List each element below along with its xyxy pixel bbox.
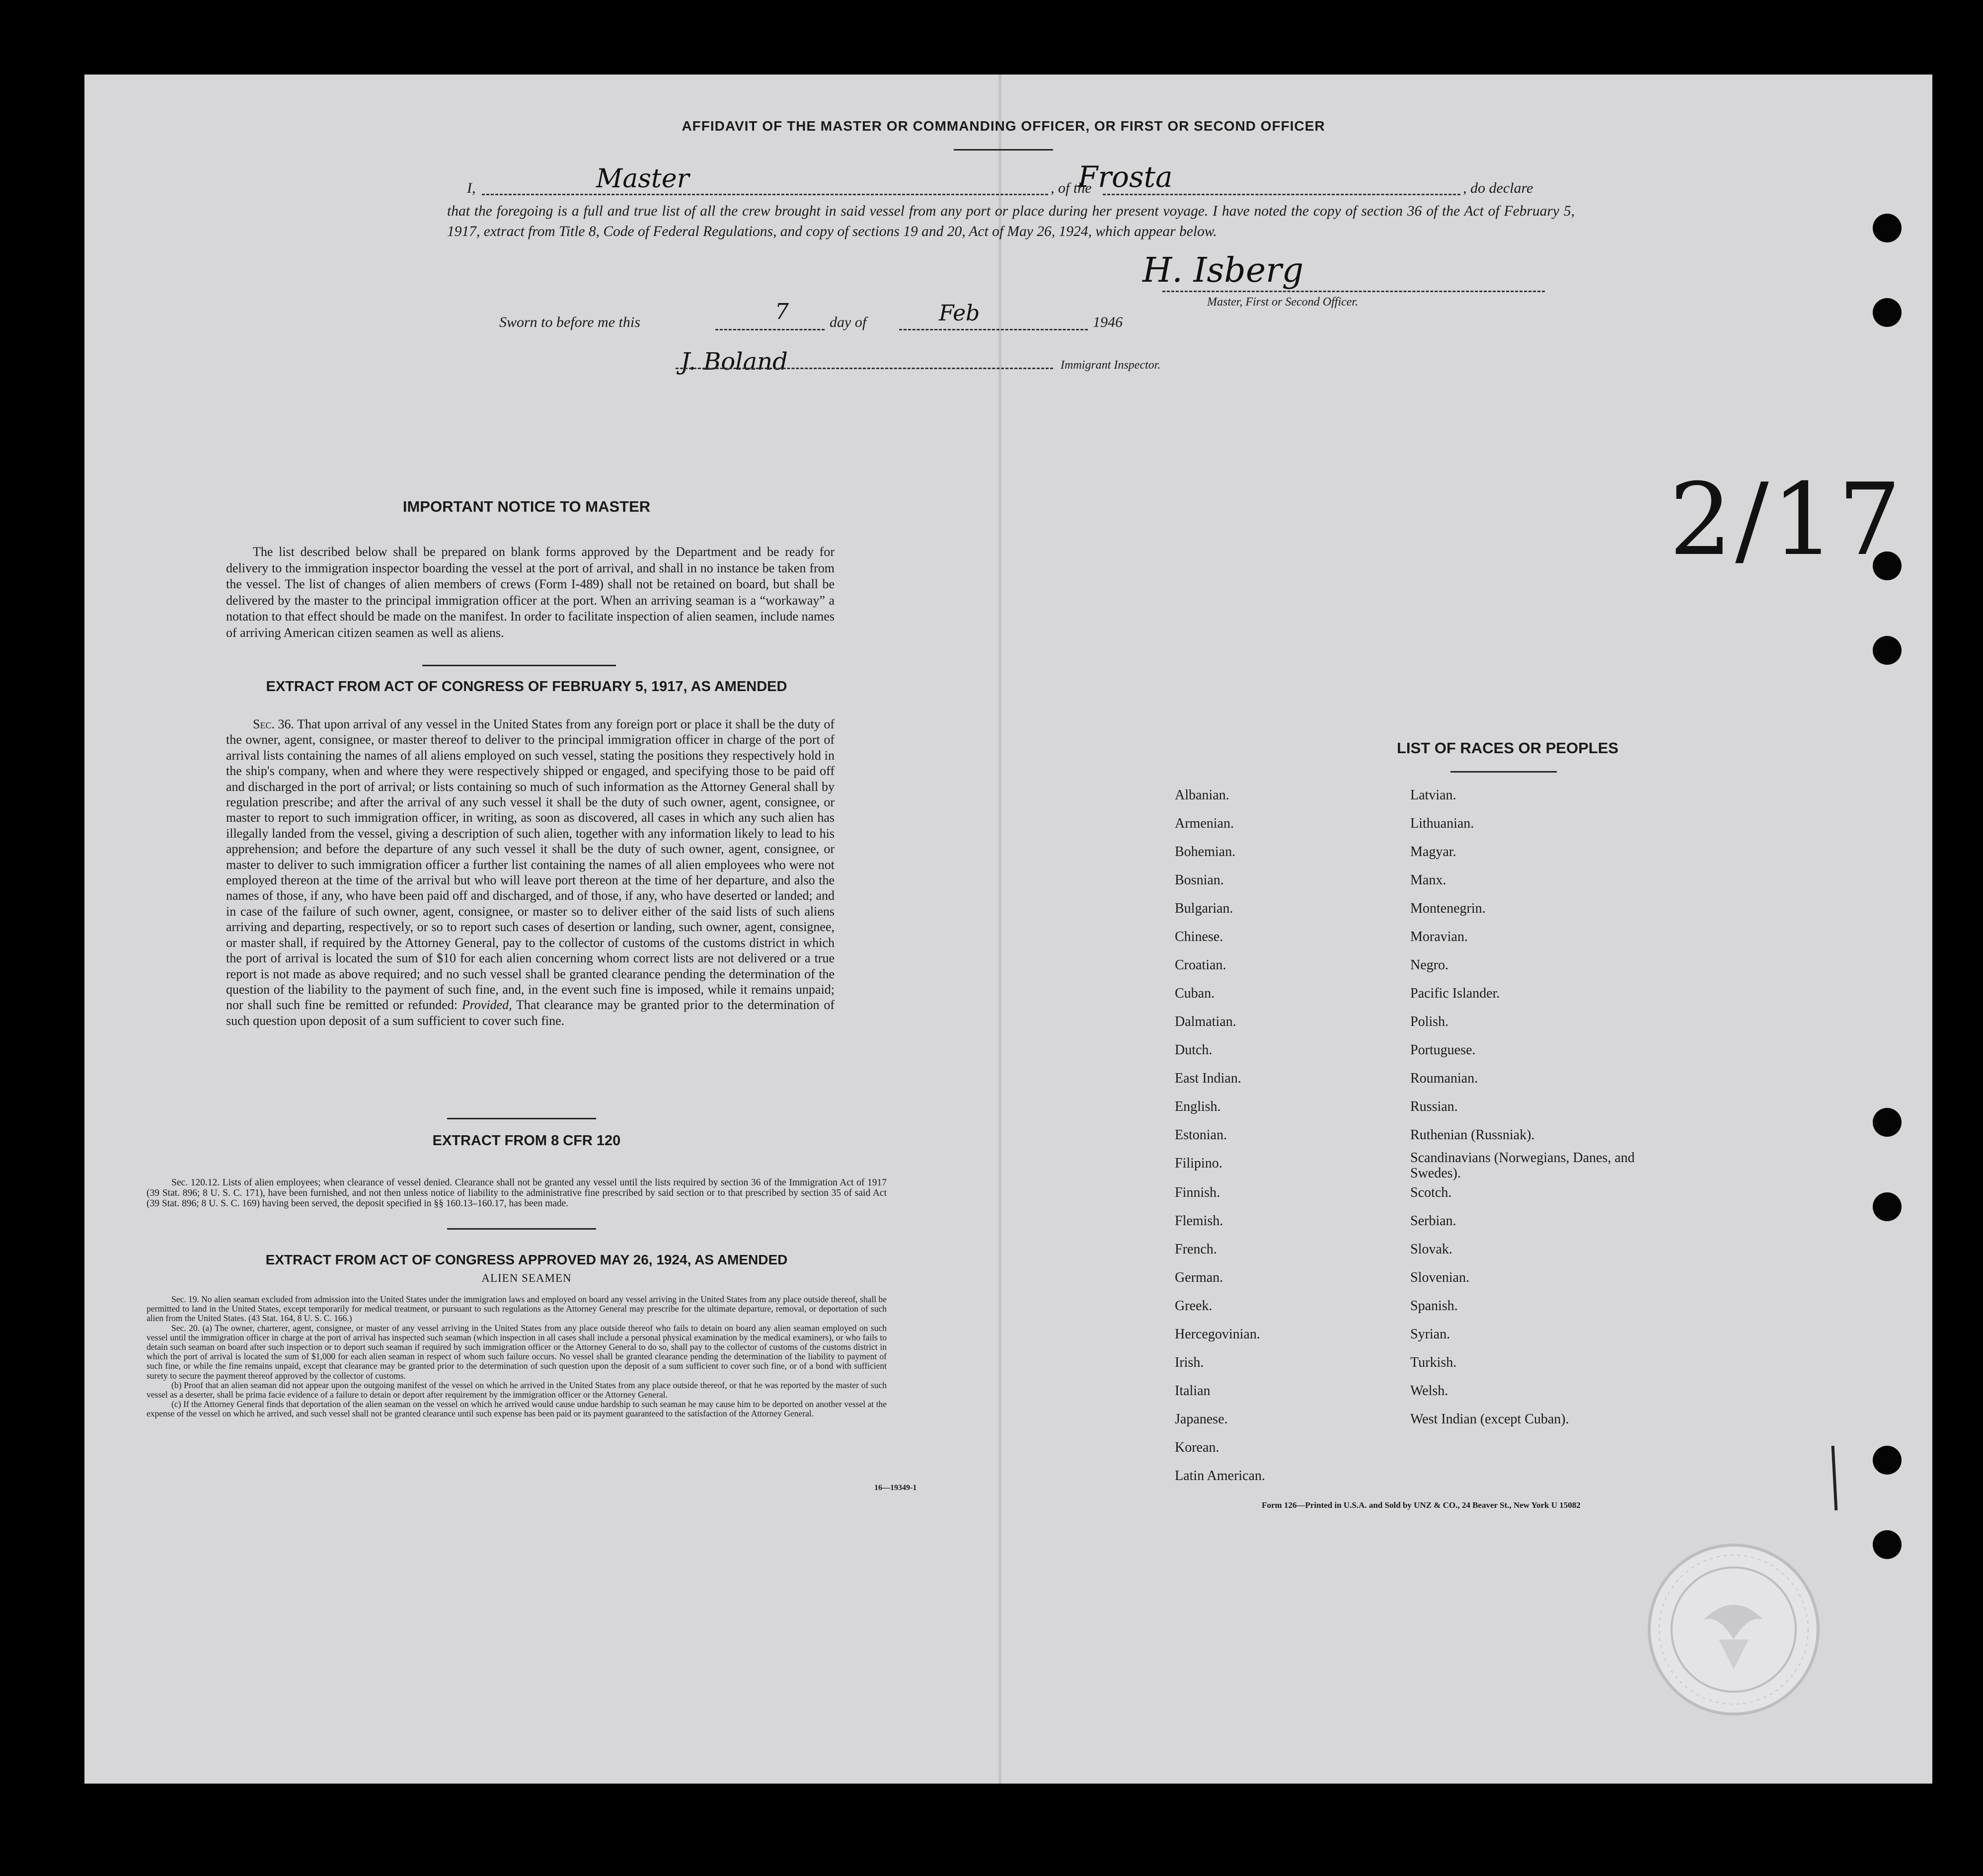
notice-title: IMPORTANT NOTICE TO MASTER: [402, 498, 651, 515]
inspector-caption: Immigrant Inspector.: [1061, 359, 1161, 372]
notice-body: The list described below shall be prepared on blank forms approved by the Department and be ready for delivery to the immigration inspector boarding the vessel at the port of arrival, and shall in no instance be taken from the vessel. The list of changes of alien members of crews (Form I-489) shall not be retained on board, but shall be delivered by the master to the principal immigration officer at the port. When an arriving seaman is a “workaway” a notation to that effect should be made on the manifest. In order to facilitate inspection of alien seamen, include names of arriving American citizen seamen as well as aliens.: [226, 545, 835, 640]
sec-19-text: Sec. 19. No alien seaman excluded from admission into the United States under the immigration laws and employed on board any vessel arriving in the United States from any place outside thereof, shall be permitted to land in the United States, except temporarily for medical treatment, or pursuant to such regulations as the Attorney General may prescribe for the ultimate departure, removal, or deportation of such alien from the United States. (43 Stat. 164, 8 U. S. C. 166.): [147, 1294, 887, 1324]
race-item: Negro.: [1410, 957, 1449, 973]
extract-1917-title: EXTRACT FROM ACT OF CONGRESS OF FEBRUARY 5, 1917, AS AMENDED: [266, 679, 787, 695]
race-item: Albanian.: [1175, 787, 1229, 803]
race-item: Syrian.: [1410, 1327, 1450, 1342]
race-item: Scotch.: [1410, 1185, 1452, 1200]
races-title: LIST OF RACES OR PEOPLES: [1396, 739, 1619, 757]
sec-20b-text: (b) Proof that an alien seaman did not appear upon the outgoing manifest of the vessel on which he arrived in the United States from any place outside thereof, or that he was reported by the master of such vessel as a deserter, shall be prima facie evidence of a failure to detain or deport after requirement by the immigration officer or the Attorney General.: [147, 1380, 887, 1400]
sec-20a-text: Sec. 20. (a) The owner, charterer, agent, consignee, or master of any vessel arriving in the United States from any place outside thereof who fails to detain on board any alien seaman employed on such vessel until the immigration officer in charge at the port of arrival has inspected such seaman (which inspection in all cases shall include a personal physical examination by the medical examiners), or who fails to detain such seaman on board after such inspection or to deport such seaman if required by such immigration officer or the Attorney General to do so, shall pay to the collector of customs of the customs district in which the port of arrival is located the sum of $1,000 for each alien seaman in respect of whom such failure occurs. No vessel shall be granted clearance pending the determination of the liability to payment of such fine, or while the fine remains unpaid, except that clearance may be granted prior to the determination of such question upon the deposit of a sum sufficient to cover such fine, or of a bond with sufficient surety to secure the payment thereof approved by the collector of customs.: [147, 1323, 887, 1381]
month-blank: [899, 329, 1088, 330]
punch-hole: [1873, 1108, 1902, 1137]
race-item: Filipino.: [1175, 1156, 1222, 1171]
affidavit-title: AFFIDAVIT OF THE MASTER OR COMMANDING OFFICER, OR FIRST OR SECOND OFFICER: [682, 118, 1325, 134]
form-footer: Form 126—Printed in U.S.A. and Sold by UNZ & CO., 24 Beaver St., New York U 15082: [1262, 1500, 1581, 1510]
punch-hole: [1873, 214, 1902, 242]
inspector-line: [676, 368, 1053, 369]
race-item: West Indian (except Cuban).: [1410, 1411, 1569, 1427]
race-item: Latin American.: [1175, 1468, 1265, 1484]
race-item: Korean.: [1175, 1440, 1220, 1455]
extract-1924-title: EXTRACT FROM ACT OF CONGRESS APPROVED MAY 26, 1924, AS AMENDED: [265, 1252, 788, 1267]
race-item: Finnish.: [1175, 1185, 1220, 1200]
sec-36-text: That upon arrival of any vessel in the United States from any foreign port or place it shall be the duty of the owner, agent, consignee, or master thereof to deliver to the principal immigration officer in charge of the port of arrival lists containing the names of all aliens employed on such vessel, stating the positions they respectively hold in the ship's company, when and where they were respectively shipped or engaged, and specifying those to be paid off and discharged in the port of arrival; or lists containing so much of such information as the Attorney General shall by regulation prescribe; and after the arrival of any such vessel it shall be the duty of such owner, agent, consignee, or master to report to such immigration officer, in writing, as soon as discovered, all cases in which any such alien has illegally landed from the vessel, giving a description of such alien, together with any information likely to lead to his apprehension; and before the departure of any such vessel it shall be the duty of such owner, agent, consignee, or master to deliver to such immigration officer a further list containing the names of all alien employees who were not employed thereon at the time of the arrival but who will leave port thereon at the time of her departure, and also the names of those, if any, who have been paid off and discharged, and of those, if any, who have deserted or landed; and in case of the failure of such owner, agent, consignee, or master so to deliver either of the said lists of such aliens arriving and departing, respectively, or so to report such cases of desertion or landing, such owner, agent, consignee, or master shall, if required by the Attorney General, pay to the collector of customs of the customs district in which the port of arrival is located the sum of $10 for each alien concerning whom correct lists are not delivered or a true report is not made as above required; and no such vessel shall be granted clearance pending the determination of the question of the liability to the payment of such fine, and, in the event such fine is imposed, while it remains unpaid; nor shall such fine be remitted or refunded:: [226, 717, 835, 1013]
punch-hole: [1873, 1530, 1902, 1559]
fold-line: [998, 75, 1001, 1784]
of-the-label: , of the: [1051, 180, 1092, 196]
sec-20c-text: (c) If the Attorney General finds that deportation of the alien seaman on the vessel on which he arrived would cause undue hardship to such seaman he may cause him to be deported on another vessel at the expense of the vessel on which he arrived, and such vessel shall not be granted clearance until such expense has been paid or its payment guaranteed to the satisfaction of the Attorney General.: [147, 1399, 887, 1419]
race-item: Slovak.: [1410, 1242, 1452, 1257]
race-item: Roumanian.: [1410, 1071, 1478, 1086]
divider: [1450, 771, 1557, 773]
extract-cfr-body: Sec. 120.12. Lists of alien employees; when clearance of vessel denied. Clearance shall not be granted any vessel until the lists required by section 36 of the Immigration Act of 1917 (39 Stat. 896; 8 U. S. C. 171), have been furnished, and not then unless notice of liability to the administrative fine prescribed by said section or to that prescribed by section 35 of said Act (39 Stat. 896; 8 U. S. C. 169) having been served, the deposit specified in §§ 160.13–160.17, has been made.: [147, 1177, 887, 1209]
pen-mark: [1831, 1446, 1838, 1510]
race-item: Serbian.: [1410, 1213, 1456, 1229]
affidavit-body: that the foregoing is a full and true list of all the crew brought in said vessel from any port or place during her present voyage. I have noted the copy of section 36 of the Act of February 5, 1917, extract from Title 8, Code of Federal Regulations, and copy of sections 19 and 20, Act of May 26, 1924, which appear below.: [447, 203, 1575, 239]
extract-1917-body: [226, 716, 835, 1028]
divider: [954, 149, 1053, 151]
divider: [447, 1228, 596, 1230]
handwritten-annotation: 2/17: [1669, 462, 1905, 578]
race-item: Flemish.: [1175, 1213, 1223, 1229]
race-item: Estonian.: [1175, 1127, 1227, 1143]
race-item: Japanese.: [1175, 1411, 1228, 1427]
race-item: Bosnian.: [1175, 872, 1224, 888]
race-item: Hercegovinian.: [1175, 1327, 1260, 1342]
embossed-seal-icon: [1644, 1540, 1823, 1719]
race-item: Bohemian.: [1175, 844, 1236, 860]
race-item: Polish.: [1410, 1014, 1449, 1029]
extract-cfr-title: EXTRACT FROM 8 CFR 120: [432, 1133, 621, 1149]
handwritten-month: Feb: [939, 301, 980, 326]
day-of-label: day of: [830, 314, 867, 330]
race-item: Ruthenian (Russniak).: [1410, 1127, 1535, 1143]
punch-hole: [1873, 1446, 1902, 1475]
race-item: Moravian.: [1410, 929, 1468, 944]
races-list: [1175, 781, 1646, 1490]
master-signature: H. Isberg: [1143, 251, 1304, 290]
race-item: Greek.: [1175, 1298, 1213, 1314]
punch-hole: [1873, 298, 1902, 327]
divider: [422, 665, 616, 666]
race-item: French.: [1175, 1242, 1217, 1257]
punch-hole: [1873, 636, 1902, 665]
race-item: German.: [1175, 1270, 1223, 1285]
race-item: Turkish.: [1410, 1355, 1457, 1370]
race-item: East Indian.: [1175, 1071, 1241, 1086]
race-item: Chinese.: [1175, 929, 1223, 944]
race-item: Croatian.: [1175, 957, 1226, 973]
race-item: Manx.: [1410, 872, 1447, 888]
race-item: Armenian.: [1175, 816, 1234, 831]
race-item: English.: [1175, 1099, 1221, 1114]
signature-line: [1162, 291, 1545, 292]
race-item: Magyar.: [1410, 844, 1456, 860]
extract-1924-body: [147, 1295, 887, 1419]
race-item: Welsh.: [1410, 1383, 1449, 1399]
affidavit-i-label: I,: [467, 180, 476, 196]
handwritten-name: Master: [596, 164, 689, 194]
race-item: Portuguese.: [1410, 1042, 1476, 1058]
handwritten-day: 7: [775, 299, 789, 324]
handwritten-vessel: Frosta: [1078, 160, 1173, 194]
race-item: Pacific Islander.: [1410, 986, 1500, 1001]
extract-1924-subtitle: ALIEN SEAMEN: [481, 1272, 572, 1284]
race-item: Italian: [1175, 1383, 1211, 1399]
sworn-prefix: Sworn to before me this: [499, 314, 640, 330]
name-blank: [482, 194, 1048, 195]
race-item: Latvian.: [1410, 787, 1456, 803]
race-item: Bulgarian.: [1175, 901, 1233, 916]
proviso-text: That clearance may be granted prior to the determination of such question upon deposit of a sum sufficient to cover such fine.: [226, 998, 835, 1028]
divider: [447, 1118, 596, 1119]
punch-hole: [1873, 1192, 1902, 1221]
race-item: Dutch.: [1175, 1042, 1213, 1058]
race-item: Cuban.: [1175, 986, 1215, 1001]
race-item: Spanish.: [1410, 1298, 1458, 1314]
vessel-blank: [1103, 194, 1460, 195]
race-item: Slovenian.: [1410, 1270, 1469, 1285]
race-item: Montenegrin.: [1410, 901, 1486, 916]
sworn-year: 1946: [1093, 314, 1123, 330]
day-blank: [715, 329, 825, 330]
race-item: Dalmatian.: [1175, 1014, 1236, 1029]
race-item: Russian.: [1410, 1099, 1458, 1114]
race-item: Lithuanian.: [1410, 816, 1474, 831]
race-item: Irish.: [1175, 1355, 1204, 1370]
form-code: 16—19349-1: [874, 1484, 917, 1492]
proviso-label: Provided,: [461, 998, 512, 1013]
race-item: Scandinavians (Norwegians, Danes, and Swedes).: [1410, 1150, 1635, 1181]
sec-36-label: Sec. 36.: [253, 717, 295, 731]
inspector-signature: J. Boland: [681, 348, 788, 376]
document-sheet: [84, 75, 1932, 1784]
signature-caption: Master, First or Second Officer.: [1207, 296, 1358, 309]
do-declare-label: , do declare: [1463, 180, 1533, 196]
